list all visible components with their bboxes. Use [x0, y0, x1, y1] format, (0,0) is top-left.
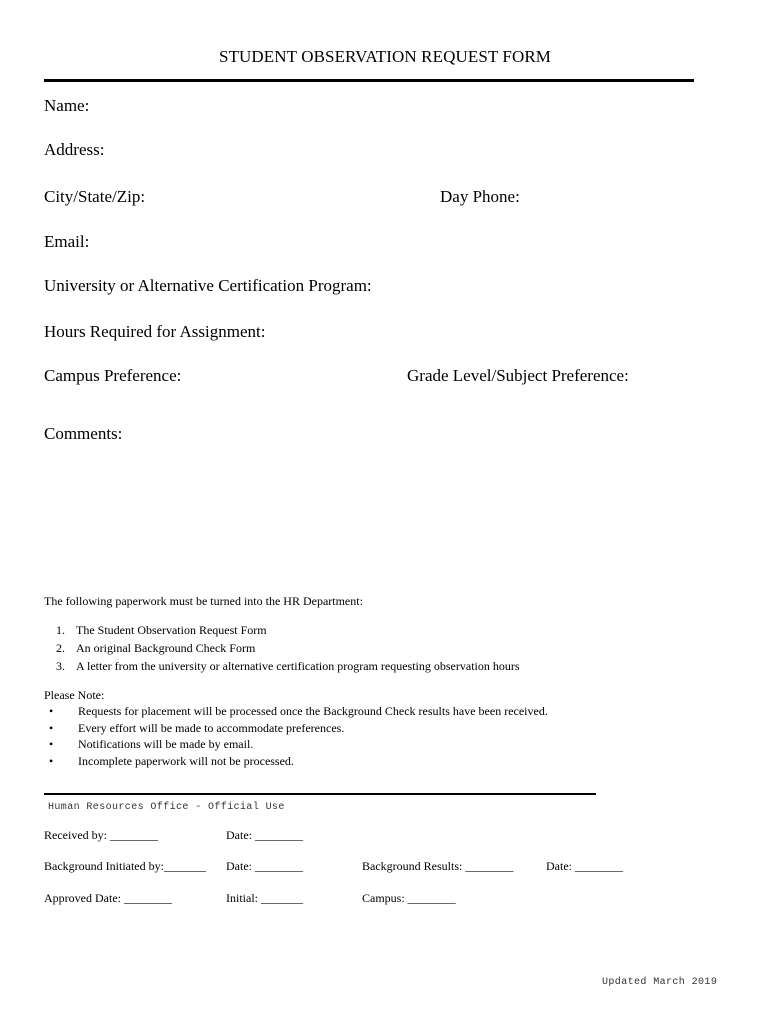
item-text: A letter from the university or alternative certification program requesting observation hours — [76, 659, 520, 673]
background-results-field: Background Results: ________ — [362, 859, 514, 873]
paperwork-item — [56, 659, 520, 674]
official-use-heading: Human Resources Office - Official Use — [48, 802, 285, 813]
campus-preference-label: Campus Preference: — [44, 366, 182, 385]
title-divider — [44, 79, 694, 82]
note-text: Every effort will be made to accommodate preferences. — [78, 721, 345, 735]
note-heading: Please Note: — [44, 688, 105, 702]
item-number: 1. — [56, 623, 65, 637]
paperwork-item — [56, 623, 267, 638]
grade-preference-label: Grade Level/Subject Preference: — [407, 366, 629, 385]
note-text: Requests for placement will be processed once the Background Check results have been received. — [78, 704, 548, 718]
item-number: 2. — [56, 641, 65, 655]
note-text: Incomplete paperwork will not be processed. — [78, 754, 294, 768]
item-number: 3. — [56, 659, 65, 673]
bullet: • — [49, 704, 54, 718]
date-field: Date: ________ — [226, 859, 303, 873]
item-text: The Student Observation Request Form — [76, 623, 267, 637]
item-text: An original Background Check Form — [76, 641, 256, 655]
note-text: Notifications will be made by email. — [78, 737, 254, 751]
initial-field: Initial: _______ — [226, 891, 303, 905]
email-label: Email: — [44, 232, 90, 251]
received-by-field: Received by: ________ — [44, 828, 158, 842]
day-phone-label: Day Phone: — [440, 187, 520, 206]
program-label: University or Alternative Certification Program: — [44, 276, 372, 295]
note-item — [44, 721, 344, 736]
official-use-divider — [44, 793, 596, 795]
paperwork-intro: The following paperwork must be turned into the HR Department: — [44, 594, 363, 608]
bullet: • — [49, 754, 54, 768]
name-label: Name: — [44, 96, 90, 115]
note-item — [44, 754, 294, 769]
form-title: STUDENT OBSERVATION REQUEST FORM — [219, 47, 551, 66]
paperwork-item — [56, 641, 255, 656]
campus-field: Campus: ________ — [362, 891, 456, 905]
date-field: Date: ________ — [226, 828, 303, 842]
date-field: Date: ________ — [546, 859, 623, 873]
updated-date: Updated March 2019 — [602, 977, 718, 988]
hours-label: Hours Required for Assignment: — [44, 322, 266, 341]
approved-date-field: Approved Date: ________ — [44, 891, 172, 905]
background-initiated-field: Background Initiated by:_______ — [44, 859, 206, 873]
city-state-zip-label: City/State/Zip: — [44, 187, 146, 206]
note-item — [44, 704, 548, 719]
comments-label: Comments: — [44, 424, 123, 443]
address-label: Address: — [44, 140, 105, 159]
bullet: • — [49, 721, 54, 735]
note-item — [44, 737, 253, 752]
bullet: • — [49, 737, 54, 751]
